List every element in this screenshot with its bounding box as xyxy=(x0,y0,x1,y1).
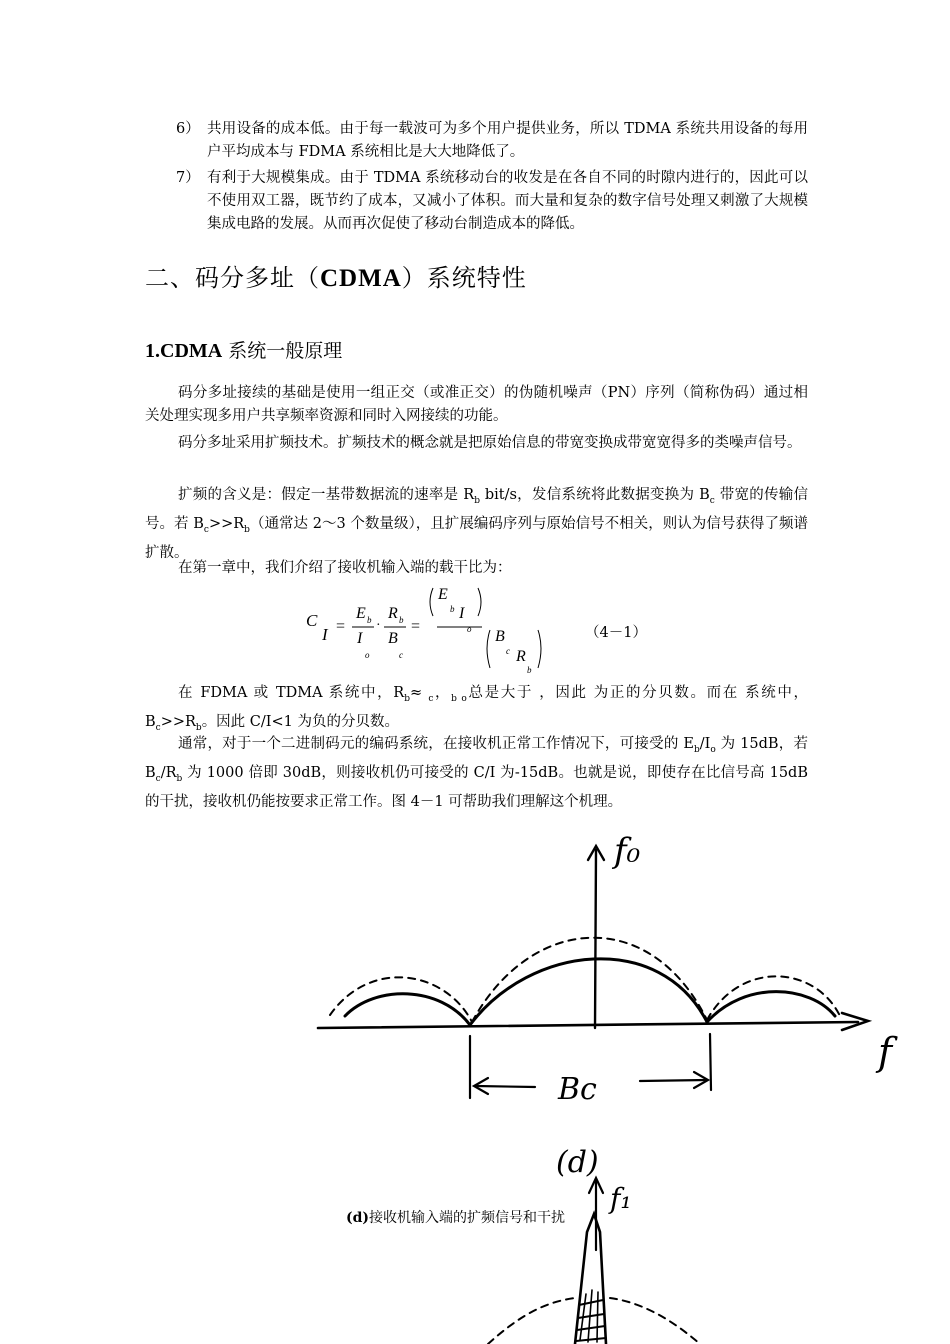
section-title: 二、码分多址（CDMA）系统特性 xyxy=(145,264,527,292)
paragraph-cdma-basis: 码分多址接续的基础是使用一组正交（或准正交）的伪随机噪声（PN）序列（简称伪码）通过相关处理实现多用户共享频率资源和同时入网接续的功能。 xyxy=(145,385,808,424)
list-text: 有利于大规模集成。由于 TDMA 系统移动台的收发是在各自不同的时隙内进行的，因此可以不使用双工器，既节约了成本，又减小了体积。而大量和复杂的数字信号处理又刺激了大规模集成电路的发展。从而再次促使了移动台制造成本的降低。 xyxy=(207,170,808,232)
label-d: (d) xyxy=(556,1145,599,1180)
horizontal-axis xyxy=(318,1013,868,1030)
equation-number: （4－1） xyxy=(585,625,647,641)
formula-carrier-interference: C I = E b I o · R b B c = E b I o B c R b xyxy=(300,584,660,676)
label-bc: Bc xyxy=(558,1072,597,1107)
list-text: 共用设备的成本低。由于每一载波可为多个用户提供业务，所以 TDMA 系统共用设备的每用户平均成本与 FDMA 系统相比是大大地降低了。 xyxy=(207,121,808,160)
paragraph-spread-spectrum: 码分多址采用扩频技术。扩频技术的概念就是把原始信息的带宽变换成带宽宽得多的类噪声信号。 xyxy=(178,435,802,451)
paragraph-carrier-interference: 在第一章中，我们介绍了接收机输入端的载干比为： xyxy=(178,560,512,576)
signal-spectrum-solid xyxy=(345,959,835,1025)
paragraph-binary-coding: 通常，对于一个二进制码元的编码系统，在接收机正常工作情况下，可接受的 $E_b/I_o$ 为 15dB，若 $B_c/R_b$ 为 1000 倍即 30dB，则接收机仍可接受的 C/I 为-15dB。也就是说，即使存在比信号高 15dB 的干扰，接收机仍能按要求正常工作。图 4－1 可帮助我们理解这个机理。 xyxy=(145,736,808,810)
interference-sketch xyxy=(488,1178,700,1344)
label-f1: f₁ xyxy=(610,1182,632,1215)
paragraph-fdma-tdma: 在 FDMA 或 TDMA 系统中，$R_b\approx _c$，$_{b o}$总是大于 ，因此 为正的分贝数。而在 系统中，$B_c>>R_b$。因此 C/I<1 为负的分贝数。 xyxy=(145,685,809,733)
interference-spectrum-dashed xyxy=(330,938,840,1022)
figure-caption: (d)接收机输入端的扩频信号和干扰 xyxy=(346,1210,566,1226)
label-f: f xyxy=(878,1030,893,1074)
list-number: 6） xyxy=(176,121,200,137)
paragraph-spread-meaning: 扩频的含义是：假定一基带数据流的速率是 $R_b$ bit/s，发信系统将此数据变换为 $B_c$ 带宽的传输信号。若 $B_c>>R_b$（通常达 2～3 个数量级），且扩展编码序列与原始信号不相关，则认为信号获得了频谱扩散。 xyxy=(145,487,809,561)
label-f0: f₀ xyxy=(614,831,641,871)
subsection-title: 1.CDMA 系统一般原理 xyxy=(145,340,343,362)
list-number: 7） xyxy=(176,170,200,186)
